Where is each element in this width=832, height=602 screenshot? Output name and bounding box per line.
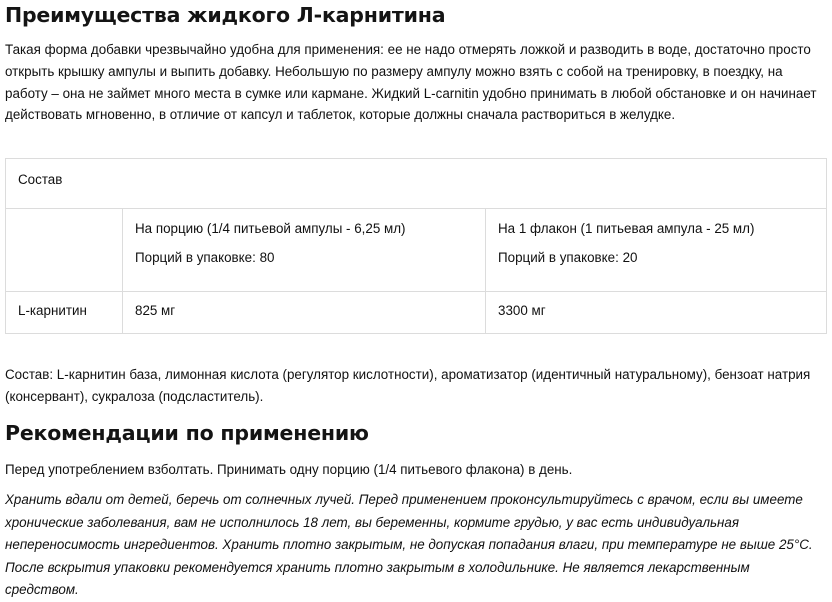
dosage-paragraph: Перед употреблением взболтать. Принимать одну порцию (1/4 питьевого флакона) в день.	[5, 462, 573, 477]
table-title-row	[6, 159, 827, 209]
ingredients-paragraph: Состав: L-карнитин база, лимонная кислота (регулятор кислотности), ароматизатор (идентичный натуральному), бензоат натрия (консервант), сукралоза (подсластитель).	[5, 367, 811, 404]
ingredient-name: L-карнитин	[18, 303, 87, 318]
table-header-row	[6, 209, 827, 292]
flask-size-label: На 1 флакон (1 питьевая ампула - 25 мл)	[498, 221, 755, 236]
table-title: Состав	[18, 172, 63, 187]
per-portion-value: 825 мг	[135, 303, 176, 318]
flask-count-label: Порций в упаковке: 20	[498, 250, 638, 265]
ingredient-cell	[6, 292, 123, 334]
usage-heading: Рекомендации по применению	[5, 421, 369, 445]
portion-count-label: Порций в упаковке: 80	[135, 250, 275, 265]
benefits-paragraph: Такая форма добавки чрезвычайно удобна для применения: ее не надо отмерять ложкой и разводить в воде, достаточно просто открыть крышку ампулы и выпить добавку. Небольшую по размеру ампулу можно взять с собой на тренировку, в поездку, на работу – она не займет много места в сумке или кармане. Жидкий L-carnitin удобно принимать в любой обстановке и он начинает действовать мгновенно, в отличие от капсул и таблеток, которые должны сначала раствориться в желудке.	[5, 42, 817, 123]
portion-header-cell	[123, 209, 486, 292]
empty-header-cell	[6, 209, 123, 292]
warning-paragraph: Хранить вдали от детей, беречь от солнечных лучей. Перед применением проконсультируйтесь с врачом, если вы имеете хронические заболевания, вам не исполнилось 18 лет, вы беременны, кормите грудью, у вас есть индивидуальная непереносимость ингредиентов. Хранить плотно закрытым, не допуская попадания влаги, при температуре не выше 25°C. После вскрытия упаковки рекомендуется хранить плотно закрытым в холодильнике. Не является лекарственным средством.	[5, 492, 813, 597]
table-row	[6, 292, 827, 334]
per-portion-cell	[123, 292, 486, 334]
per-flask-cell	[486, 292, 827, 334]
composition-table	[5, 158, 827, 334]
table-title-cell	[6, 159, 827, 209]
flask-header-cell	[486, 209, 827, 292]
benefits-heading: Преимущества жидкого Л-карнитина	[5, 3, 446, 27]
per-flask-value: 3300 мг	[498, 303, 546, 318]
portion-size-label: На порцию (1/4 питьевой ампулы - 6,25 мл)	[135, 221, 406, 236]
